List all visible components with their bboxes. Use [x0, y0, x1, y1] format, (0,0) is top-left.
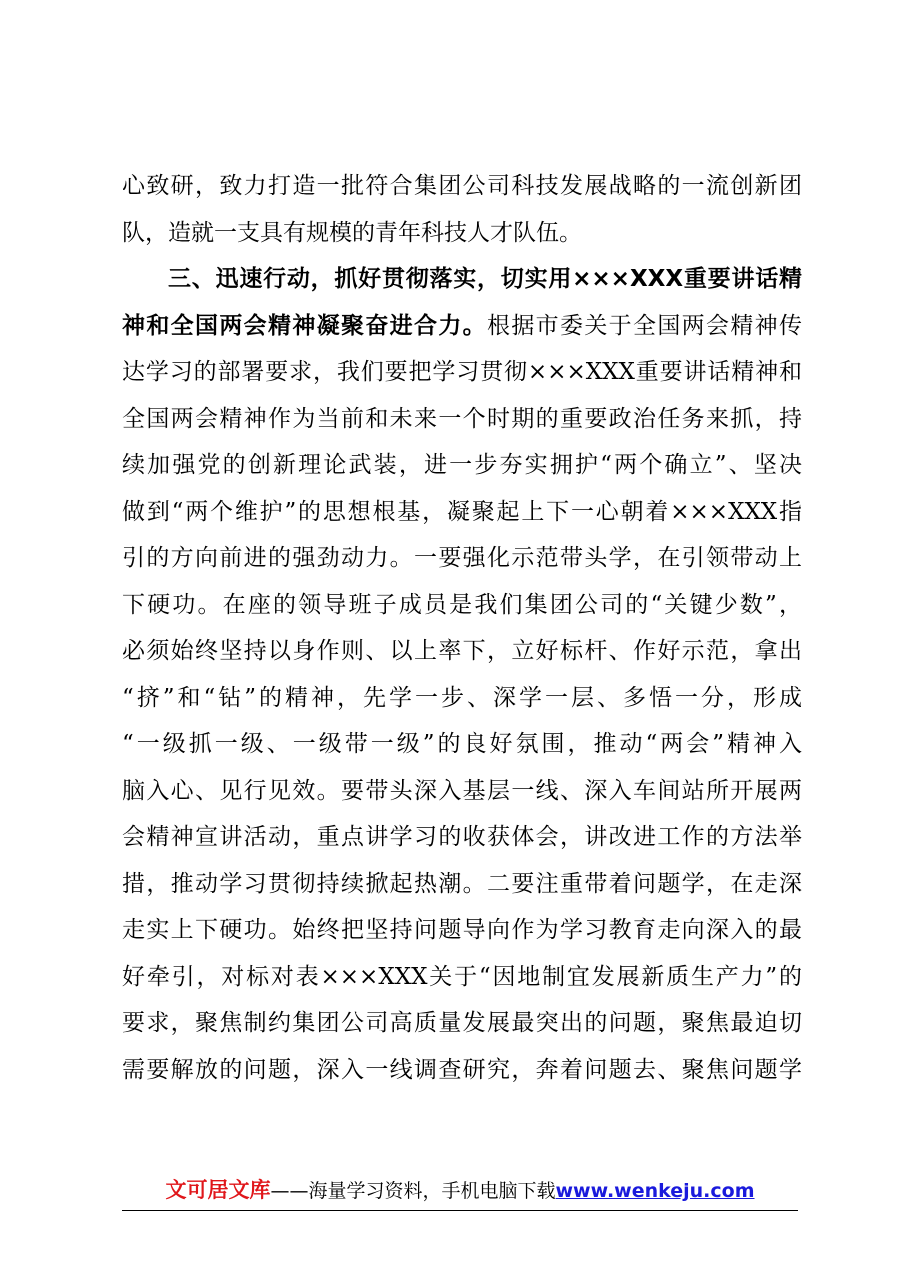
body-line-16: 措，推动学习贯彻持续掀起热潮。二要注重带着问题学，在走深	[122, 870, 802, 897]
body-line-8: 做到“两个维护”的思想根基，凝聚起上下一心朝着×××XXX指	[122, 498, 802, 525]
body-line-5: 达学习的部署要求，我们要把学习贯彻×××XXX重要讲话精神和	[122, 359, 802, 385]
section-heading-tail: 神和全国两会精神凝聚奋进合力。	[122, 312, 487, 339]
body-line-7: 续加强党的创新理论武装，进一步夯实拥护“两个确立”、坚决	[122, 452, 802, 478]
footer-url-link[interactable]: www.wenkeju.com	[555, 1180, 755, 1202]
body-line-17: 走实上下硬功。始终把坚持问题导向作为学习教育走向深入的最	[122, 917, 802, 943]
document-body	[122, 163, 802, 1093]
footer-tagline: ——海量学习资料，手机电脑下载	[270, 1180, 556, 1202]
body-line-18: 好牵引，对标对表×××XXX关于“因地制宜发展新质生产力”的	[122, 963, 802, 990]
section-heading-line-2	[122, 303, 802, 350]
body-line-12: “挤”和“钻”的精神，先学一步、深学一层、多悟一分，形成	[122, 684, 802, 711]
body-line-14: 脑入心、见行见效。要带头深入基层一线、深入车间站所开展两	[122, 777, 802, 804]
body-line-10: 下硬功。在座的领导班子成员是我们集团公司的“关键少数”，	[122, 591, 802, 618]
footer-brand: 文可居文库	[165, 1178, 271, 1202]
body-text-start: 根据市委关于全国两会精神传	[487, 312, 802, 339]
body-line-15: 会精神宣讲活动，重点讲学习的收获体会，讲改进工作的方法举	[122, 824, 802, 850]
body-line-13: “一级抓一级、一级带一级”的良好氛围，推动“两会”精神入	[122, 731, 802, 757]
body-line-2: 队，造就一支具有规模的青年科技人才队伍。	[122, 219, 582, 246]
body-line-9: 引的方向前进的强劲动力。一要强化示范带头学，在引领带动上	[122, 545, 802, 571]
body-line-20: 需要解放的问题，深入一线调查研究，奔着问题去、聚焦问题学	[122, 1056, 802, 1083]
page-footer	[122, 1170, 798, 1210]
section-heading-line-1: 三、迅速行动，抓好贯彻落实，切实用×××XXX重要讲话精	[168, 266, 802, 292]
footer-divider	[122, 1210, 798, 1211]
body-line-19: 要求，聚焦制约集团公司高质量发展最突出的问题，聚焦最迫切	[122, 1010, 802, 1036]
body-line-11: 必须始终坚持以身作则、以上率下，立好标杆、作好示范，拿出	[122, 638, 802, 664]
body-line-1: 心致研，致力打造一批符合集团公司科技发展战略的一流创新团	[122, 173, 802, 199]
body-line-6: 全国两会精神作为当前和未来一个时期的重要政治任务来抓，持	[122, 405, 802, 432]
